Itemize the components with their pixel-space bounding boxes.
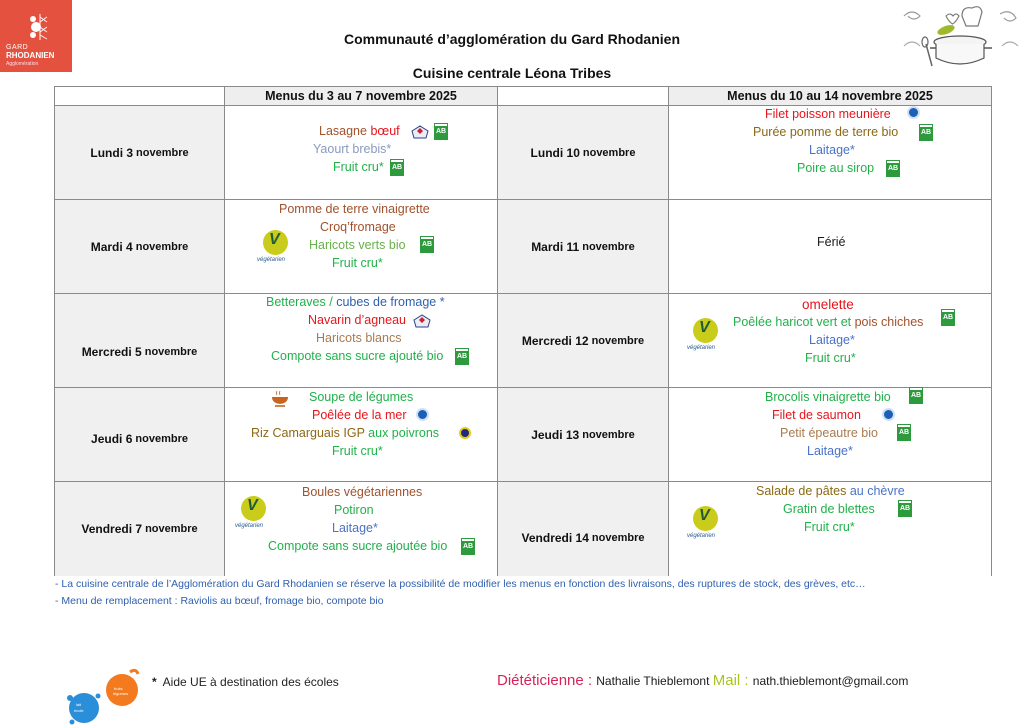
msc-sustainable-fishing-icon bbox=[882, 408, 895, 421]
dietitian-email[interactable]: nath.thieblemont@gmail.com bbox=[752, 674, 909, 688]
menu-item: Pomme de terre vinaigrette bbox=[279, 202, 430, 216]
day-label-lundi-3: Lundi 3 novembre bbox=[55, 106, 225, 200]
vegetarian-icon: V végétarien bbox=[687, 506, 723, 546]
logo-text-agglomeration: Agglomération bbox=[6, 61, 39, 67]
menu-cell-jeudi-6 bbox=[225, 388, 498, 482]
vegetarian-icon: V végétarien bbox=[257, 230, 293, 270]
dietitian-contact bbox=[497, 672, 908, 690]
menu-item: Gratin de blettes bbox=[783, 502, 875, 516]
menu-item: Filet de saumon bbox=[772, 408, 861, 422]
menu-item: Laitage* bbox=[807, 444, 853, 458]
menu-item: Yaourt brebis* bbox=[313, 142, 392, 156]
ab-bio-icon: AB bbox=[391, 160, 403, 175]
ab-bio-icon: AB bbox=[910, 388, 922, 403]
day-label-vendredi-14: Vendredi 14 novembre bbox=[498, 482, 669, 576]
menu-cell-vendredi-14 bbox=[669, 482, 991, 576]
menu-item: Salade de pâtes au chèvre bbox=[756, 484, 905, 498]
menu-item: Haricots verts bio bbox=[309, 238, 406, 252]
ab-bio-icon: AB bbox=[435, 124, 447, 139]
menu-cell-mardi-11 bbox=[669, 200, 991, 294]
ab-bio-icon: AB bbox=[942, 310, 954, 325]
week2-header: Menus du 10 au 14 novembre 2025 bbox=[669, 87, 991, 106]
menu-item: Poire au sirop bbox=[797, 161, 875, 175]
menu-item: Betteraves / cubes de fromage * bbox=[266, 295, 445, 309]
msc-sustainable-fishing-icon bbox=[416, 408, 429, 421]
menu-cell-mercredi-12 bbox=[669, 294, 991, 388]
ab-bio-icon: AB bbox=[462, 539, 474, 554]
logo-text-rhodanien: RHODANIEN bbox=[6, 51, 55, 60]
menu-item: Brocolis vinaigrette bio bbox=[765, 390, 891, 404]
menu-cell-mercredi-5 bbox=[225, 294, 498, 388]
menu-item: Purée pomme de terre bio bbox=[753, 125, 899, 139]
menu-cell-lundi-10 bbox=[669, 106, 991, 200]
menu-cell-lundi-3 bbox=[225, 106, 498, 200]
menu-item: Poêlée haricot vert et pois chiches bbox=[733, 315, 924, 329]
igp-label-icon bbox=[459, 427, 471, 439]
header-blank-cell-week1 bbox=[55, 87, 225, 106]
svg-text:fruits: fruits bbox=[114, 686, 123, 691]
dietitian-label: Diététicienne : bbox=[497, 672, 597, 689]
week1-header: Menus du 3 au 7 novembre 2025 bbox=[225, 87, 498, 106]
dietitian-name: Nathalie Thieblemont bbox=[596, 674, 713, 688]
menu-cell-vendredi-7 bbox=[225, 482, 498, 576]
mail-label: Mail : bbox=[712, 672, 753, 689]
ab-bio-icon: AB bbox=[899, 501, 911, 516]
header-blank-cell-week2 bbox=[498, 87, 669, 106]
menu-item: Laitage* bbox=[809, 333, 855, 347]
label-rouge-icon bbox=[413, 314, 431, 328]
school-programs-logo-icon bbox=[64, 668, 154, 726]
menu-item: Fruit cru* bbox=[805, 351, 856, 365]
vegetarian-icon: V végétarien bbox=[235, 496, 271, 536]
menu-item: Potiron bbox=[334, 503, 374, 517]
label-rouge-icon bbox=[411, 125, 429, 139]
ab-bio-icon: AB bbox=[456, 349, 468, 364]
svg-text:légumes: légumes bbox=[113, 691, 129, 696]
menu-item: Compote sans sucre ajoutée bio bbox=[268, 539, 448, 553]
day-label-vendredi-7: Vendredi 7 novembre bbox=[55, 482, 225, 576]
ab-bio-icon: AB bbox=[421, 237, 433, 252]
eu-aid-footnote: * Aide UE à destination des écoles bbox=[152, 675, 339, 689]
soup-bowl-icon bbox=[271, 390, 289, 408]
day-label-mardi-4: Mardi 4 novembre bbox=[55, 200, 225, 294]
vegetarian-icon: V végétarien bbox=[687, 318, 723, 358]
day-label-jeudi-13: Jeudi 13 novembre bbox=[498, 388, 669, 482]
menu-item: Fruit cru* bbox=[332, 256, 383, 270]
menu-item: Navarin d’agneau bbox=[308, 313, 406, 327]
menu-item: Fruit cru* bbox=[332, 444, 383, 458]
menu-item: Lasagne bœuf bbox=[319, 124, 400, 138]
org-title: Communauté d’agglomération du Gard Rhodanien bbox=[343, 31, 680, 47]
menu-cell-mardi-4 bbox=[225, 200, 498, 294]
day-label-jeudi-6: Jeudi 6 novembre bbox=[55, 388, 225, 482]
ab-bio-icon: AB bbox=[920, 125, 932, 140]
day-label-mardi-11: Mardi 11 novembre bbox=[498, 200, 669, 294]
menu-item: Filet poisson meunière bbox=[765, 107, 891, 121]
day-label-mercredi-12: Mercredi 12 novembre bbox=[498, 294, 669, 388]
day-label-lundi-10: Lundi 10 novembre bbox=[498, 106, 669, 200]
menu-item: Riz Camarguais IGP aux poivrons bbox=[251, 426, 440, 440]
svg-text:école: école bbox=[74, 708, 84, 713]
kitchen-title: Cuisine centrale Léona Tribes bbox=[412, 65, 612, 81]
holiday-label: Férié bbox=[817, 235, 846, 249]
menu-item: Laitage* bbox=[809, 143, 855, 157]
menu-item: Laitage* bbox=[332, 521, 378, 535]
menu-item: Compote sans sucre ajouté bio bbox=[271, 349, 444, 363]
menu-item: Soupe de légumes bbox=[309, 390, 414, 404]
menu-item: Fruit cru* bbox=[333, 160, 384, 174]
day-label-mercredi-5: Mercredi 5 novembre bbox=[55, 294, 225, 388]
msc-sustainable-fishing-icon bbox=[907, 106, 920, 119]
menu-item: omelette bbox=[802, 297, 854, 312]
menu-item: Boules végétariennes bbox=[302, 485, 423, 499]
menu-item: Croq’fromage bbox=[320, 220, 396, 234]
menu-item: Petit épeautre bio bbox=[780, 426, 878, 440]
menu-item: Fruit cru* bbox=[804, 520, 855, 534]
menu-table bbox=[54, 86, 992, 576]
disclaimer-note: - La cuisine centrale de l’Agglomération du Gard Rhodanien se réserve la possibilité de modifier les menus en fonction des livraisons, des ruptures de stock, des grèves, etc… bbox=[55, 578, 866, 590]
logo-text-gard: GARD bbox=[6, 44, 29, 51]
ab-bio-icon: AB bbox=[887, 161, 899, 176]
menu-cell-jeudi-13 bbox=[669, 388, 991, 482]
replacement-menu-note: - Menu de remplacement : Raviolis au bœuf, fromage bio, compote bio bbox=[55, 595, 384, 607]
svg-text:lait: lait bbox=[76, 702, 82, 707]
menu-item: Haricots blancs bbox=[316, 331, 402, 345]
ab-bio-icon: AB bbox=[898, 425, 910, 440]
menu-item: Poêlée de la mer bbox=[312, 408, 407, 422]
